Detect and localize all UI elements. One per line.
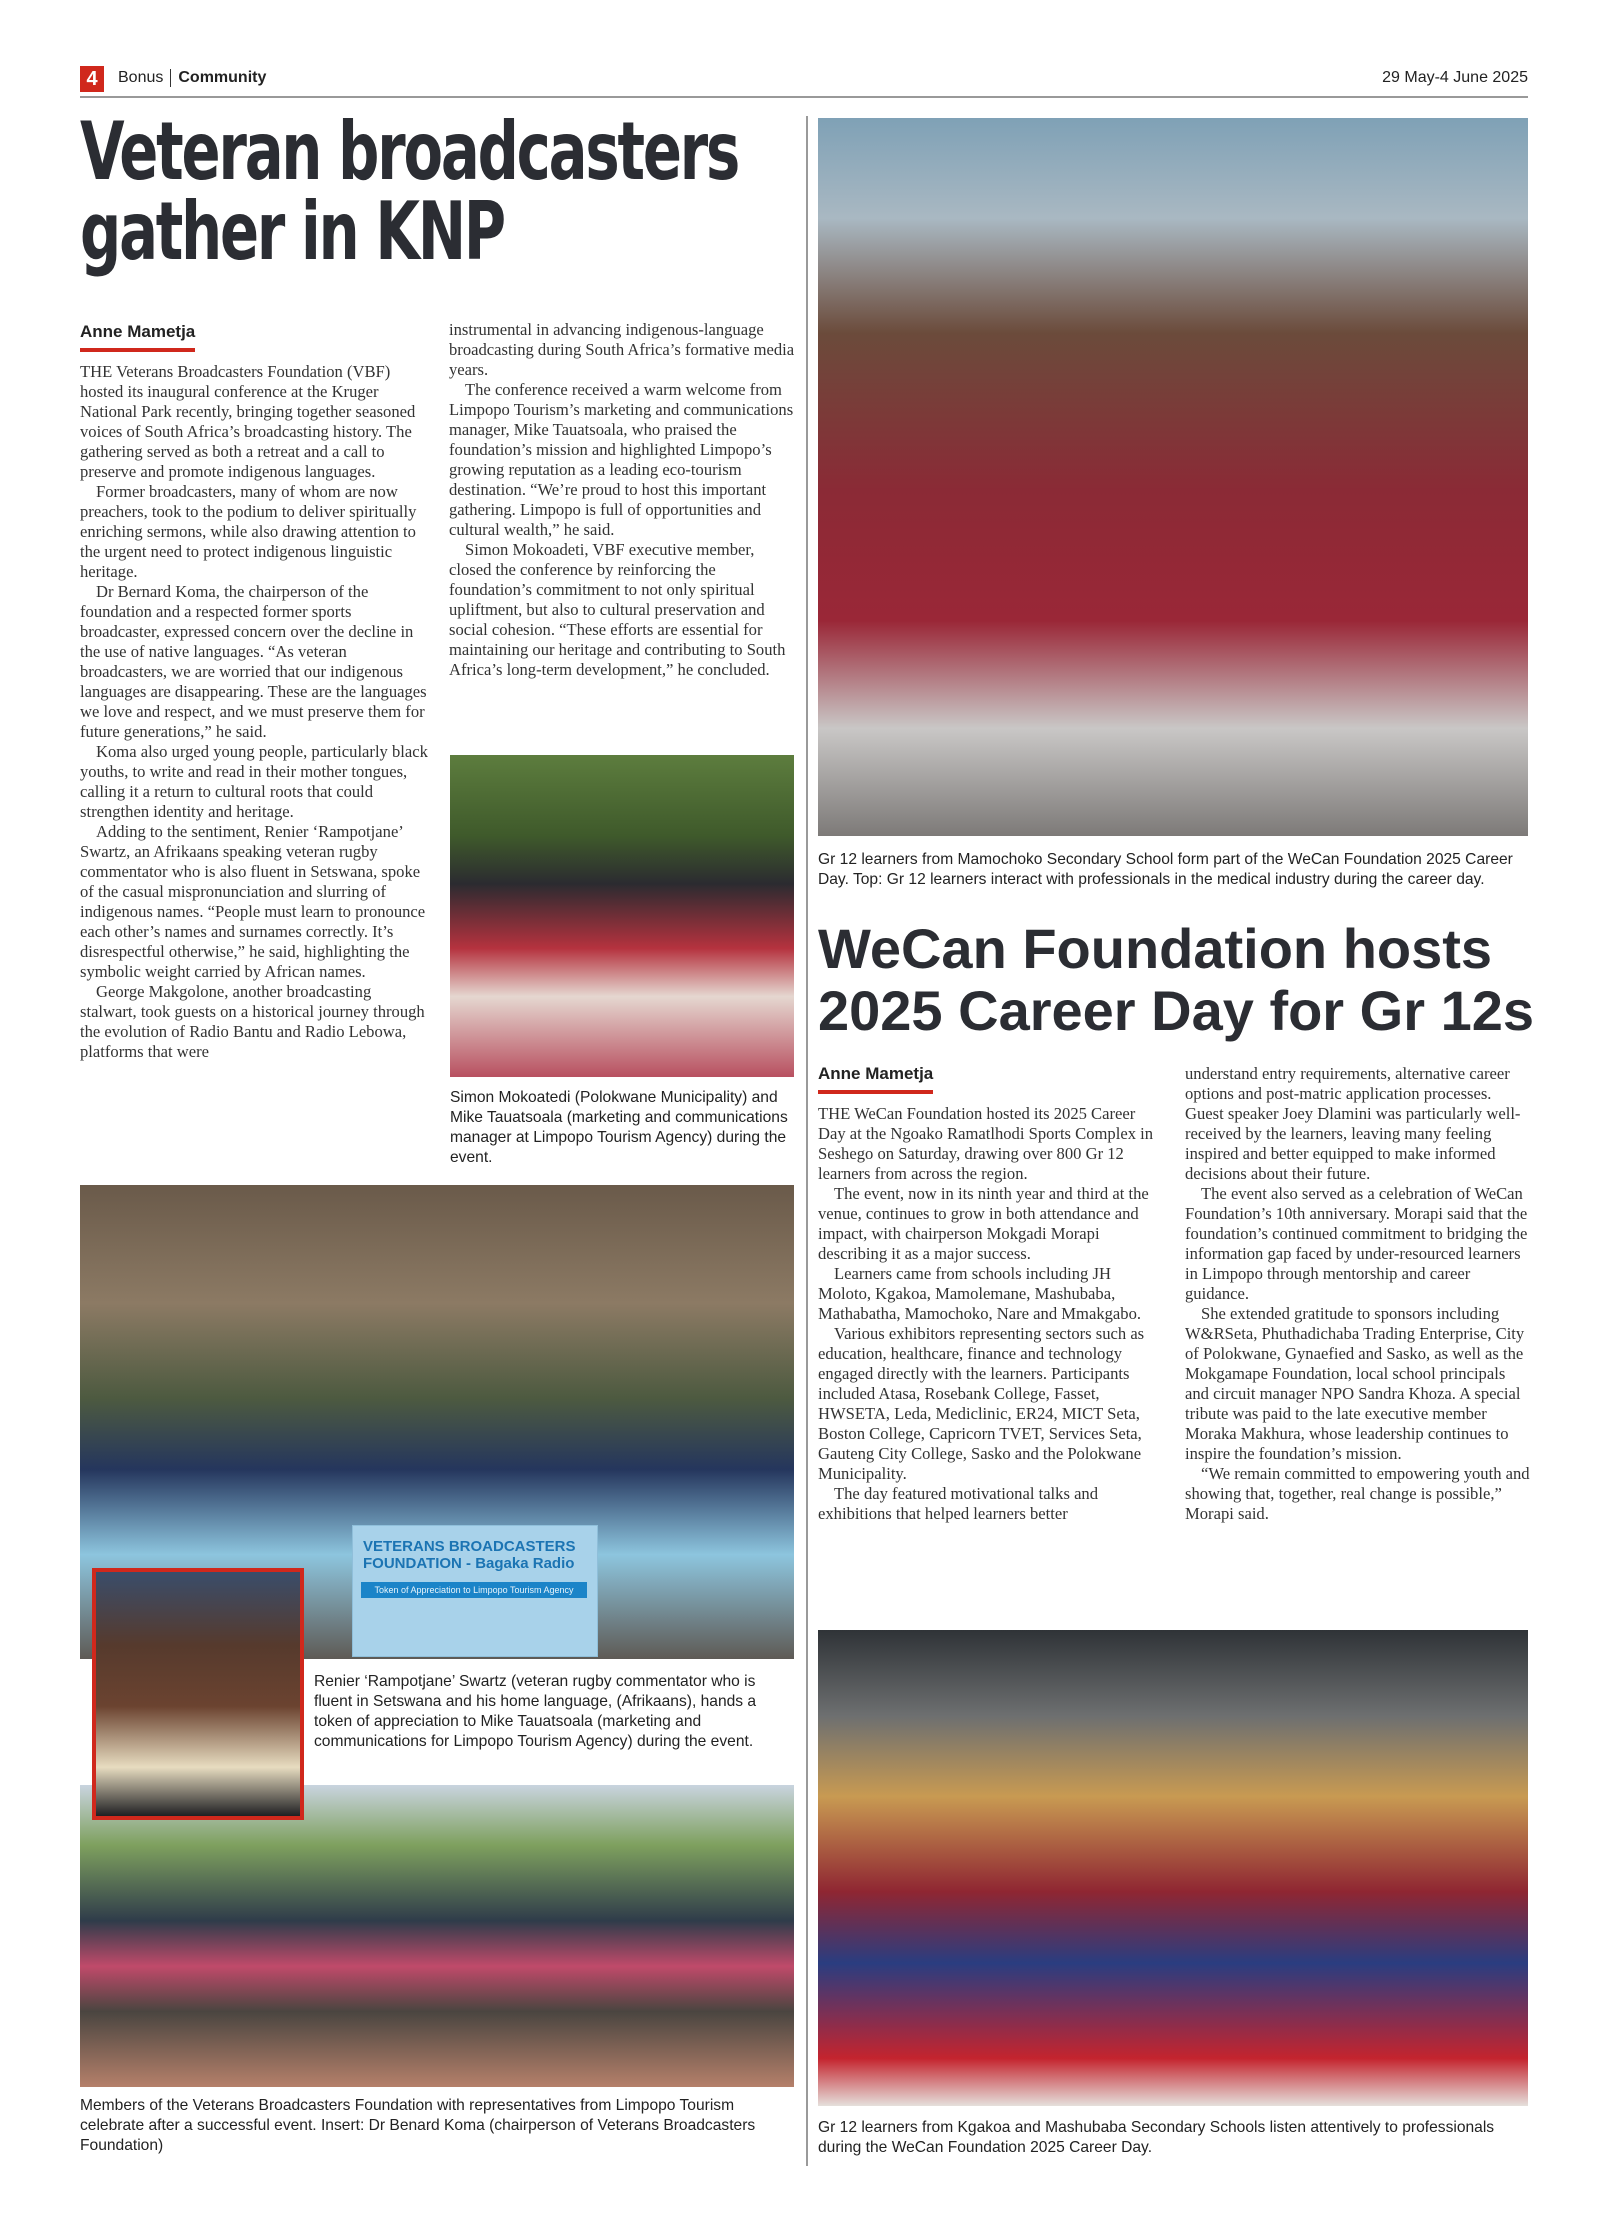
paragraph: George Makgolone, another broadcasting stalwart, took guests on a historical journey through the evolution of Radio Bantu and Radio Lebowa, platforms that were bbox=[80, 982, 425, 1061]
headline-line: gather in KNP bbox=[80, 185, 504, 278]
caption-handover: Renier ‘Rampotjane’ Swartz (veteran rugby commentator who is fluent in Setswana and his home language, (Afrikaans), hands a token of appreciation to Mike Tauatsoala (marketing and communications for Limpopo Tourism Agency) during the event. bbox=[314, 1673, 757, 1750]
paragraph: Simon Mokoadeti, VBF executive member, closed the conference by reinforcing the foundation’s commitment to not only spiritual upliftment, but also to cultural preservation and social cohesion. “These efforts are essential for maintaining our heritage and contributing to South Africa’s long-term development,” he concluded. bbox=[449, 540, 786, 679]
sign-banner: Token of Appreciation to Limpopo Tourism Agency bbox=[361, 1582, 587, 1598]
column-divider bbox=[806, 116, 808, 2166]
article1-headline bbox=[80, 105, 739, 278]
article2-byline: Anne Mametja bbox=[818, 1064, 933, 1094]
caption-bottom-photo: Gr 12 learners from Kgakoa and Mashubaba Secondary Schools listen attentively to professionals during the WeCan Foundation 2025 Career Day. bbox=[818, 2119, 1495, 2156]
article2-byline-wrap bbox=[818, 1064, 933, 1094]
article1-column-1 bbox=[80, 362, 430, 1062]
paragraph: Learners came from schools including JH Moloto, Kgakoa, Mamolemane, Mashubaba, Mathabatha, Mamochoko, Nare and Mmakgabo. bbox=[818, 1264, 1142, 1323]
section-name: Bonus bbox=[118, 69, 164, 87]
section-divider bbox=[170, 69, 171, 87]
header-rule bbox=[80, 96, 1528, 98]
paragraph: She extended gratitude to sponsors including W&RSeta, Phuthadichaba Trading Enterprise, City of Polokwane, Gynaefied and Sasko, as well as the Mokgamape Foundation, local school principals and circuit manager NPO Sandra Khoza. A special tribute was paid to the late executive member Moraka Makhura, whose leadership continues to inspire the foundation’s mission. bbox=[1185, 1304, 1525, 1463]
paragraph: THE WeCan Foundation hosted its 2025 Career Day at the Ngoako Ramatlhodi Sports Complex in Seshego on Saturday, drawing over 800 Gr 12 learners from across the region. bbox=[818, 1104, 1154, 1183]
issue-date: 29 May-4 June 2025 bbox=[1382, 69, 1528, 86]
paragraph: understand entry requirements, alternative career options and post-matric application processes. Guest speaker Joey Dlamini was particularly well-received by the learners, leaving many feeling inspired and better equipped to make informed decisions about their future. bbox=[1185, 1064, 1521, 1183]
caption-mokoatedi: Simon Mokoatedi (Polokwane Municipality) and Mike Tauatsoala (marketing and communications manager at Limpopo Tourism Agency) during the event. bbox=[450, 1089, 788, 1166]
headline-line: Veteran broadcasters bbox=[80, 105, 739, 198]
paragraph: The event, now in its ninth year and third at the venue, continues to grow in both attendance and impact, with chairperson Mokgadi Morapi describing it as a major success. bbox=[818, 1184, 1149, 1263]
caption-group: Members of the Veterans Broadcasters Foundation with representatives from Limpopo Tourism celebrate after a successful event. Insert: Dr Benard Koma (chairperson of Veterans Broadcasters Foundation) bbox=[80, 2097, 756, 2154]
caption-top-photo: Gr 12 learners from Mamochoko Secondary School form part of the WeCan Foundation 2025 Career Day. Top: Gr 12 learners interact with professionals in the medical industry during the career day. bbox=[818, 851, 1513, 888]
paragraph: “We remain committed to empowering youth and showing that, together, real change is possible,” Morapi said. bbox=[1185, 1464, 1530, 1523]
paragraph: Dr Bernard Koma, the chairperson of the foundation and a respected former sports broadcaster, expressed concern over the decline in the use of native languages. “As veteran broadcasters, we are worried that our indigenous languages are disappearing. These are the languages we love and respect, and we must preserve them for future generations,” he said. bbox=[80, 582, 427, 741]
sign-line: VETERANS BROADCASTERS bbox=[363, 1538, 576, 1555]
photo-group-members bbox=[80, 1785, 794, 2087]
article2-column-1 bbox=[818, 1104, 1166, 1524]
article2-column-2 bbox=[1185, 1064, 1531, 1524]
page-header bbox=[80, 64, 1528, 96]
article1-byline-wrap bbox=[80, 322, 195, 352]
article1-byline: Anne Mametja bbox=[80, 322, 195, 352]
paragraph: instrumental in advancing indigenous-language broadcasting during South Africa’s formative media years. bbox=[449, 320, 795, 379]
subsection-name: Community bbox=[178, 69, 267, 87]
appreciation-sign bbox=[352, 1525, 598, 1657]
paragraph: The event also served as a celebration of WeCan Foundation’s 10th anniversary. Morapi said that the foundation’s continued commitment to bridging the information gap faced by under-resourced learners in Limpopo through mentorship and career guidance. bbox=[1185, 1184, 1528, 1303]
article1-column-2 bbox=[449, 320, 797, 680]
sign-line: FOUNDATION - Bagaka Radio bbox=[363, 1555, 575, 1572]
paragraph: THE Veterans Broadcasters Foundation (VBF) hosted its inaugural conference at the Kruger National Park recently, bringing together seasoned voices of South Africa’s broadcasting history. The gathering served as both a retreat and a call to preserve and promote indigenous languages. bbox=[80, 362, 416, 481]
photo-learners-kgakoa-mashubaba bbox=[818, 1630, 1528, 2106]
paragraph: The day featured motivational talks and exhibitions that helped learners better bbox=[818, 1484, 1099, 1523]
photo-learners-mamochoko bbox=[818, 118, 1528, 836]
section-label bbox=[118, 69, 266, 87]
paragraph: Former broadcasters, many of whom are now preachers, took to the podium to deliver spiritually enriching sermons, while also drawing attention to the urgent need to protect indigenous linguistic heritage. bbox=[80, 482, 417, 581]
sign-title bbox=[363, 1538, 576, 1572]
article2-headline: WeCan Foundation hosts 2025 Career Day for Gr 12s bbox=[818, 917, 1534, 1042]
paragraph: The conference received a warm welcome from Limpopo Tourism’s marketing and communications manager, Mike Tauatsoala, who praised the foundation’s mission and highlighted Limpopo’s growing reputation as a leading eco-tourism destination. “We’re proud to host this important gathering. Limpopo is full of opportunities and cultural wealth,” he said. bbox=[449, 380, 794, 539]
photo-insert-koma bbox=[92, 1568, 304, 1820]
photo-mokoatedi-tauatsoala bbox=[450, 755, 794, 1077]
page-number: 4 bbox=[80, 66, 104, 92]
paragraph: Koma also urged young people, particularly black youths, to write and read in their mother tongues, calling it a return to cultural roots that could strengthen identity and heritage. bbox=[80, 742, 428, 821]
paragraph: Adding to the sentiment, Renier ‘Rampotjane’ Swartz, an Afrikaans speaking veteran rugby commentator who is also fluent in Setswana, spoke of the casual mispronunciation and slurring of indigenous names. “People must learn to pronounce each other’s names and surnames correctly. It’s disrespectful otherwise,” he said, highlighting the symbolic weight carried by African names. bbox=[80, 822, 426, 981]
paragraph: Various exhibitors representing sectors such as education, healthcare, finance and technology engaged directly with the learners. Participants included Atasa, Rosebank College, Fasset, HWSETA, Leda, Mediclinic, ER24, MICT Seta, Boston College, Capricorn TVET, Services Seta, Gauteng City College, Sasko and the Polokwane Municipality. bbox=[818, 1324, 1145, 1483]
